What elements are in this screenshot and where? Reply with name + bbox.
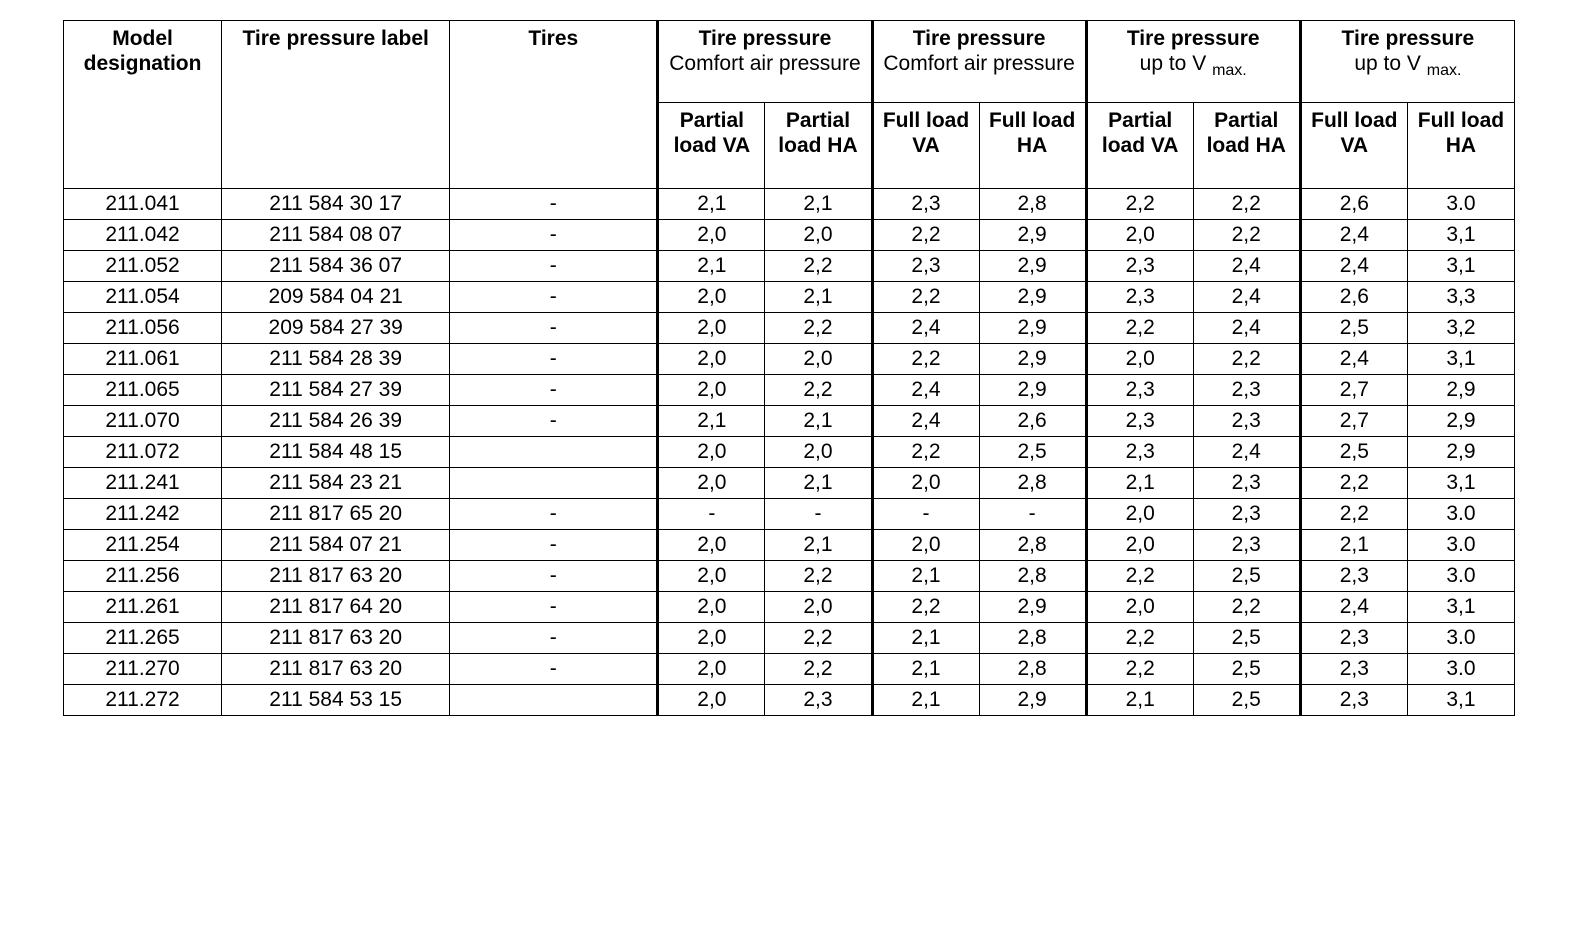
table-row — [64, 220, 1515, 251]
pressure-value-cell: 2,0 — [765, 220, 872, 251]
pressure-value-cell: 2,0 — [658, 592, 765, 623]
pressure-value-cell: 2,2 — [765, 251, 872, 282]
tires-cell: - — [450, 220, 658, 251]
pressure-value-cell: 3.0 — [1407, 189, 1514, 220]
pressure-value-cell: 2,0 — [658, 468, 765, 499]
tire-pressure-label-cell: 211 817 64 20 — [222, 592, 450, 623]
pressure-value-cell: - — [658, 499, 765, 530]
tire-pressure-label-cell: 211 584 53 15 — [222, 685, 450, 716]
header-tires: Tires — [450, 21, 658, 189]
pressure-value-cell: 2,3 — [1193, 468, 1300, 499]
pressure-value-cell: 2,2 — [872, 344, 979, 375]
table-row — [64, 530, 1515, 561]
pressure-value-cell: 2,0 — [658, 220, 765, 251]
pressure-value-cell: 2,2 — [872, 220, 979, 251]
pressure-value-cell: 2,3 — [1193, 499, 1300, 530]
pressure-value-cell: 2,7 — [1300, 406, 1407, 437]
table-row — [64, 623, 1515, 654]
pressure-value-cell: - — [765, 499, 872, 530]
subheader-cell: Full load HA — [1407, 103, 1514, 189]
tire-pressure-label-cell: 211 817 63 20 — [222, 623, 450, 654]
pressure-value-cell: 2,1 — [765, 406, 872, 437]
pressure-value-cell: 2,8 — [979, 623, 1086, 654]
tires-cell: - — [450, 406, 658, 437]
tire-pressure-label-cell: 211 584 36 07 — [222, 251, 450, 282]
pressure-value-cell: 2,3 — [872, 189, 979, 220]
header-tire-pressure-label: Tire pressure label — [222, 21, 450, 189]
header-row-groups — [64, 21, 1515, 103]
tire-pressure-label-cell: 211 817 65 20 — [222, 499, 450, 530]
pressure-value-cell: 2,1 — [1086, 685, 1193, 716]
tires-cell: - — [450, 561, 658, 592]
pressure-value-cell: 2,8 — [979, 530, 1086, 561]
pressure-value-cell: 3,2 — [1407, 313, 1514, 344]
group-subtitle-subscript: max. — [1426, 62, 1462, 79]
pressure-value-cell: 2,1 — [658, 406, 765, 437]
table-row — [64, 499, 1515, 530]
pressure-value-cell: 2,2 — [1193, 592, 1300, 623]
model-designation-cell: 211.270 — [64, 654, 222, 685]
pressure-value-cell: 2,4 — [1300, 592, 1407, 623]
pressure-value-cell: 2,2 — [1193, 220, 1300, 251]
table-row — [64, 189, 1515, 220]
pressure-value-cell: 2,4 — [1193, 313, 1300, 344]
pressure-value-cell: 2,5 — [979, 437, 1086, 468]
pressure-value-cell: 2,4 — [1193, 437, 1300, 468]
table-header — [64, 21, 1515, 189]
pressure-value-cell: 2,0 — [658, 685, 765, 716]
table-row — [64, 685, 1515, 716]
model-designation-cell: 211.056 — [64, 313, 222, 344]
tire-pressure-label-cell: 211 584 26 39 — [222, 406, 450, 437]
table-row — [64, 375, 1515, 406]
model-designation-cell: 211.254 — [64, 530, 222, 561]
tires-cell — [450, 468, 658, 499]
pressure-value-cell: 2,0 — [658, 282, 765, 313]
pressure-value-cell: 3.0 — [1407, 623, 1514, 654]
tires-cell: - — [450, 313, 658, 344]
group-title: Tire pressure — [912, 27, 1046, 50]
group-title: Tire pressure — [1341, 27, 1475, 50]
group-subtitle — [1302, 51, 1514, 83]
pressure-value-cell: 3,1 — [1407, 251, 1514, 282]
pressure-value-cell: 2,1 — [1086, 468, 1193, 499]
subheader-cell: Full load VA — [872, 103, 979, 189]
model-designation-cell: 211.241 — [64, 468, 222, 499]
pressure-value-cell: 2,0 — [658, 530, 765, 561]
header-group-comfort-full — [872, 21, 1086, 103]
pressure-value-cell: 2,2 — [765, 654, 872, 685]
pressure-value-cell: 2,8 — [979, 561, 1086, 592]
pressure-value-cell: 2,9 — [979, 685, 1086, 716]
pressure-value-cell: 2,3 — [1300, 685, 1407, 716]
pressure-value-cell: 2,4 — [872, 313, 979, 344]
tire-pressure-label-cell: 211 584 07 21 — [222, 530, 450, 561]
tire-pressure-table — [63, 20, 1515, 716]
tires-cell: - — [450, 530, 658, 561]
table-row — [64, 592, 1515, 623]
model-designation-cell: 211.261 — [64, 592, 222, 623]
tires-cell — [450, 685, 658, 716]
pressure-value-cell: 2,3 — [1086, 282, 1193, 313]
pressure-value-cell: 2,0 — [658, 437, 765, 468]
pressure-value-cell: 2,1 — [765, 530, 872, 561]
pressure-value-cell: 2,2 — [1086, 189, 1193, 220]
pressure-value-cell: 2,3 — [1193, 530, 1300, 561]
pressure-value-cell: 2,2 — [872, 282, 979, 313]
header-group-vmax-partial — [1086, 21, 1300, 103]
pressure-value-cell: 3,1 — [1407, 344, 1514, 375]
header-group-vmax-full — [1300, 21, 1514, 103]
pressure-value-cell: 2,0 — [658, 623, 765, 654]
pressure-value-cell: 2,0 — [765, 344, 872, 375]
pressure-value-cell: 2,5 — [1193, 654, 1300, 685]
model-designation-cell: 211.272 — [64, 685, 222, 716]
pressure-value-cell: 3.0 — [1407, 561, 1514, 592]
tire-pressure-label-cell: 211 584 23 21 — [222, 468, 450, 499]
tire-pressure-label-cell: 211 817 63 20 — [222, 561, 450, 592]
pressure-value-cell: 3,1 — [1407, 685, 1514, 716]
pressure-value-cell: 3,1 — [1407, 220, 1514, 251]
group-subtitle: Comfort air pressure — [883, 52, 1075, 75]
tire-pressure-label-cell: 209 584 04 21 — [222, 282, 450, 313]
pressure-value-cell: 2,2 — [1086, 654, 1193, 685]
pressure-value-cell: 2,2 — [1300, 468, 1407, 499]
pressure-value-cell: 2,0 — [872, 530, 979, 561]
table-row — [64, 468, 1515, 499]
pressure-value-cell: 3.0 — [1407, 654, 1514, 685]
pressure-value-cell: 2,4 — [1193, 282, 1300, 313]
pressure-value-cell: 2,8 — [979, 468, 1086, 499]
pressure-value-cell: 2,1 — [872, 561, 979, 592]
pressure-value-cell: 2,2 — [765, 561, 872, 592]
group-subtitle-subscript: max. — [1212, 62, 1247, 79]
pressure-value-cell: 2,4 — [1300, 344, 1407, 375]
model-designation-cell: 211.256 — [64, 561, 222, 592]
tire-pressure-label-cell: 211 584 27 39 — [222, 375, 450, 406]
subheader-cell: Full load VA — [1300, 103, 1407, 189]
tires-cell — [450, 437, 658, 468]
pressure-value-cell: 2,1 — [872, 685, 979, 716]
table-row — [64, 282, 1515, 313]
group-title: Tire pressure — [698, 27, 832, 50]
pressure-value-cell: 2,6 — [1300, 282, 1407, 313]
pressure-value-cell: 2,4 — [1300, 220, 1407, 251]
tire-pressure-label-cell: 209 584 27 39 — [222, 313, 450, 344]
pressure-value-cell: 2,9 — [1407, 406, 1514, 437]
table-row — [64, 406, 1515, 437]
pressure-value-cell: 2,1 — [872, 654, 979, 685]
pressure-value-cell: 2,0 — [872, 468, 979, 499]
group-subtitle — [1088, 51, 1299, 83]
table-row — [64, 344, 1515, 375]
tire-pressure-label-cell: 211 584 08 07 — [222, 220, 450, 251]
table-body — [64, 189, 1515, 716]
pressure-value-cell: 2,0 — [1086, 499, 1193, 530]
pressure-value-cell: 2,9 — [979, 344, 1086, 375]
subheader-cell: Partial load VA — [658, 103, 765, 189]
header-group-comfort-partial — [658, 21, 872, 103]
model-designation-cell: 211.061 — [64, 344, 222, 375]
tires-cell: - — [450, 344, 658, 375]
pressure-value-cell: 2,9 — [979, 592, 1086, 623]
pressure-value-cell: 2,9 — [979, 220, 1086, 251]
model-designation-cell: 211.054 — [64, 282, 222, 313]
pressure-value-cell: 2,2 — [1086, 623, 1193, 654]
pressure-value-cell: 2,1 — [1300, 530, 1407, 561]
pressure-value-cell: 2,5 — [1300, 313, 1407, 344]
pressure-value-cell: 2,2 — [1086, 561, 1193, 592]
group-subtitle: Comfort air pressure — [669, 52, 861, 75]
pressure-value-cell: 2,2 — [1193, 344, 1300, 375]
pressure-value-cell: 2,0 — [1086, 344, 1193, 375]
pressure-value-cell: 2,3 — [1300, 623, 1407, 654]
pressure-value-cell: 2,5 — [1193, 685, 1300, 716]
model-designation-cell: 211.041 — [64, 189, 222, 220]
model-designation-cell: 211.072 — [64, 437, 222, 468]
table-row — [64, 313, 1515, 344]
pressure-value-cell: 3,3 — [1407, 282, 1514, 313]
pressure-value-cell: 2,4 — [1193, 251, 1300, 282]
pressure-value-cell: 2,3 — [1086, 406, 1193, 437]
pressure-value-cell: 2,8 — [979, 189, 1086, 220]
group-title: Tire pressure — [1126, 27, 1260, 50]
table-row — [64, 654, 1515, 685]
header-model-designation: Model designation — [64, 21, 222, 189]
pressure-value-cell: 2,9 — [979, 313, 1086, 344]
pressure-value-cell: 2,0 — [1086, 530, 1193, 561]
pressure-value-cell: 3.0 — [1407, 530, 1514, 561]
model-designation-cell: 211.065 — [64, 375, 222, 406]
pressure-value-cell: 2,3 — [1300, 654, 1407, 685]
tire-pressure-label-cell: 211 584 28 39 — [222, 344, 450, 375]
pressure-value-cell: 2,1 — [765, 282, 872, 313]
model-designation-cell: 211.070 — [64, 406, 222, 437]
pressure-value-cell: 2,2 — [765, 375, 872, 406]
table-row — [64, 251, 1515, 282]
tires-cell: - — [450, 189, 658, 220]
pressure-value-cell: 2,5 — [1300, 437, 1407, 468]
pressure-value-cell: 2,0 — [658, 561, 765, 592]
pressure-value-cell: - — [979, 499, 1086, 530]
pressure-value-cell: 2,0 — [658, 654, 765, 685]
pressure-value-cell: 2,9 — [1407, 375, 1514, 406]
pressure-value-cell: 2,3 — [1193, 375, 1300, 406]
pressure-value-cell: 2,2 — [872, 437, 979, 468]
pressure-value-cell: 3,1 — [1407, 468, 1514, 499]
pressure-value-cell: 2,6 — [1300, 189, 1407, 220]
pressure-value-cell: 2,3 — [1300, 561, 1407, 592]
pressure-value-cell: 2,0 — [658, 375, 765, 406]
table-row — [64, 437, 1515, 468]
pressure-value-cell: 2,9 — [979, 375, 1086, 406]
pressure-value-cell: 2,4 — [872, 406, 979, 437]
pressure-value-cell: 2,5 — [1193, 561, 1300, 592]
table-row — [64, 561, 1515, 592]
pressure-value-cell: 2,1 — [765, 189, 872, 220]
pressure-value-cell: 2,3 — [1086, 437, 1193, 468]
pressure-value-cell: 2,2 — [1086, 313, 1193, 344]
pressure-value-cell: 2,0 — [658, 344, 765, 375]
tires-cell: - — [450, 654, 658, 685]
tires-cell: - — [450, 251, 658, 282]
tire-pressure-label-cell: 211 584 48 15 — [222, 437, 450, 468]
subheader-cell: Partial load HA — [765, 103, 872, 189]
subheader-cell: Partial load HA — [1193, 103, 1300, 189]
pressure-value-cell: 2,2 — [765, 313, 872, 344]
pressure-value-cell: 2,7 — [1300, 375, 1407, 406]
group-subtitle-text: up to V — [1139, 52, 1207, 75]
pressure-value-cell: 3.0 — [1407, 499, 1514, 530]
tire-pressure-label-cell: 211 817 63 20 — [222, 654, 450, 685]
tires-cell: - — [450, 592, 658, 623]
pressure-value-cell: 2,9 — [979, 282, 1086, 313]
pressure-value-cell: 2,1 — [765, 468, 872, 499]
tire-pressure-label-cell: 211 584 30 17 — [222, 189, 450, 220]
tires-cell: - — [450, 282, 658, 313]
group-subtitle-text: up to V — [1354, 52, 1421, 75]
pressure-value-cell: 2,3 — [765, 685, 872, 716]
pressure-value-cell: 2,3 — [1193, 406, 1300, 437]
pressure-value-cell: 2,0 — [1086, 592, 1193, 623]
pressure-value-cell: 2,5 — [1193, 623, 1300, 654]
model-designation-cell: 211.242 — [64, 499, 222, 530]
model-designation-cell: 211.042 — [64, 220, 222, 251]
pressure-value-cell: 2,1 — [658, 189, 765, 220]
pressure-value-cell: 2,2 — [765, 623, 872, 654]
model-designation-cell: 211.052 — [64, 251, 222, 282]
pressure-value-cell: 2,6 — [979, 406, 1086, 437]
pressure-value-cell: 2,1 — [658, 251, 765, 282]
model-designation-cell: 211.265 — [64, 623, 222, 654]
tires-cell: - — [450, 499, 658, 530]
pressure-value-cell: 2,0 — [1086, 220, 1193, 251]
pressure-value-cell: 2,9 — [1407, 437, 1514, 468]
tires-cell: - — [450, 375, 658, 406]
pressure-value-cell: - — [872, 499, 979, 530]
pressure-value-cell: 2,3 — [1086, 375, 1193, 406]
pressure-value-cell: 2,8 — [979, 654, 1086, 685]
pressure-value-cell: 2,4 — [1300, 251, 1407, 282]
pressure-value-cell: 2,9 — [979, 251, 1086, 282]
pressure-value-cell: 2,2 — [872, 592, 979, 623]
pressure-value-cell: 2,1 — [872, 623, 979, 654]
pressure-value-cell: 2,3 — [1086, 251, 1193, 282]
pressure-value-cell: 2,2 — [1193, 189, 1300, 220]
pressure-value-cell: 2,2 — [1300, 499, 1407, 530]
pressure-value-cell: 3,1 — [1407, 592, 1514, 623]
pressure-value-cell: 2,0 — [658, 313, 765, 344]
pressure-value-cell: 2,0 — [765, 437, 872, 468]
tires-cell: - — [450, 623, 658, 654]
pressure-value-cell: 2,0 — [765, 592, 872, 623]
subheader-cell: Full load HA — [979, 103, 1086, 189]
subheader-cell: Partial load VA — [1086, 103, 1193, 189]
pressure-value-cell: 2,4 — [872, 375, 979, 406]
pressure-value-cell: 2,3 — [872, 251, 979, 282]
